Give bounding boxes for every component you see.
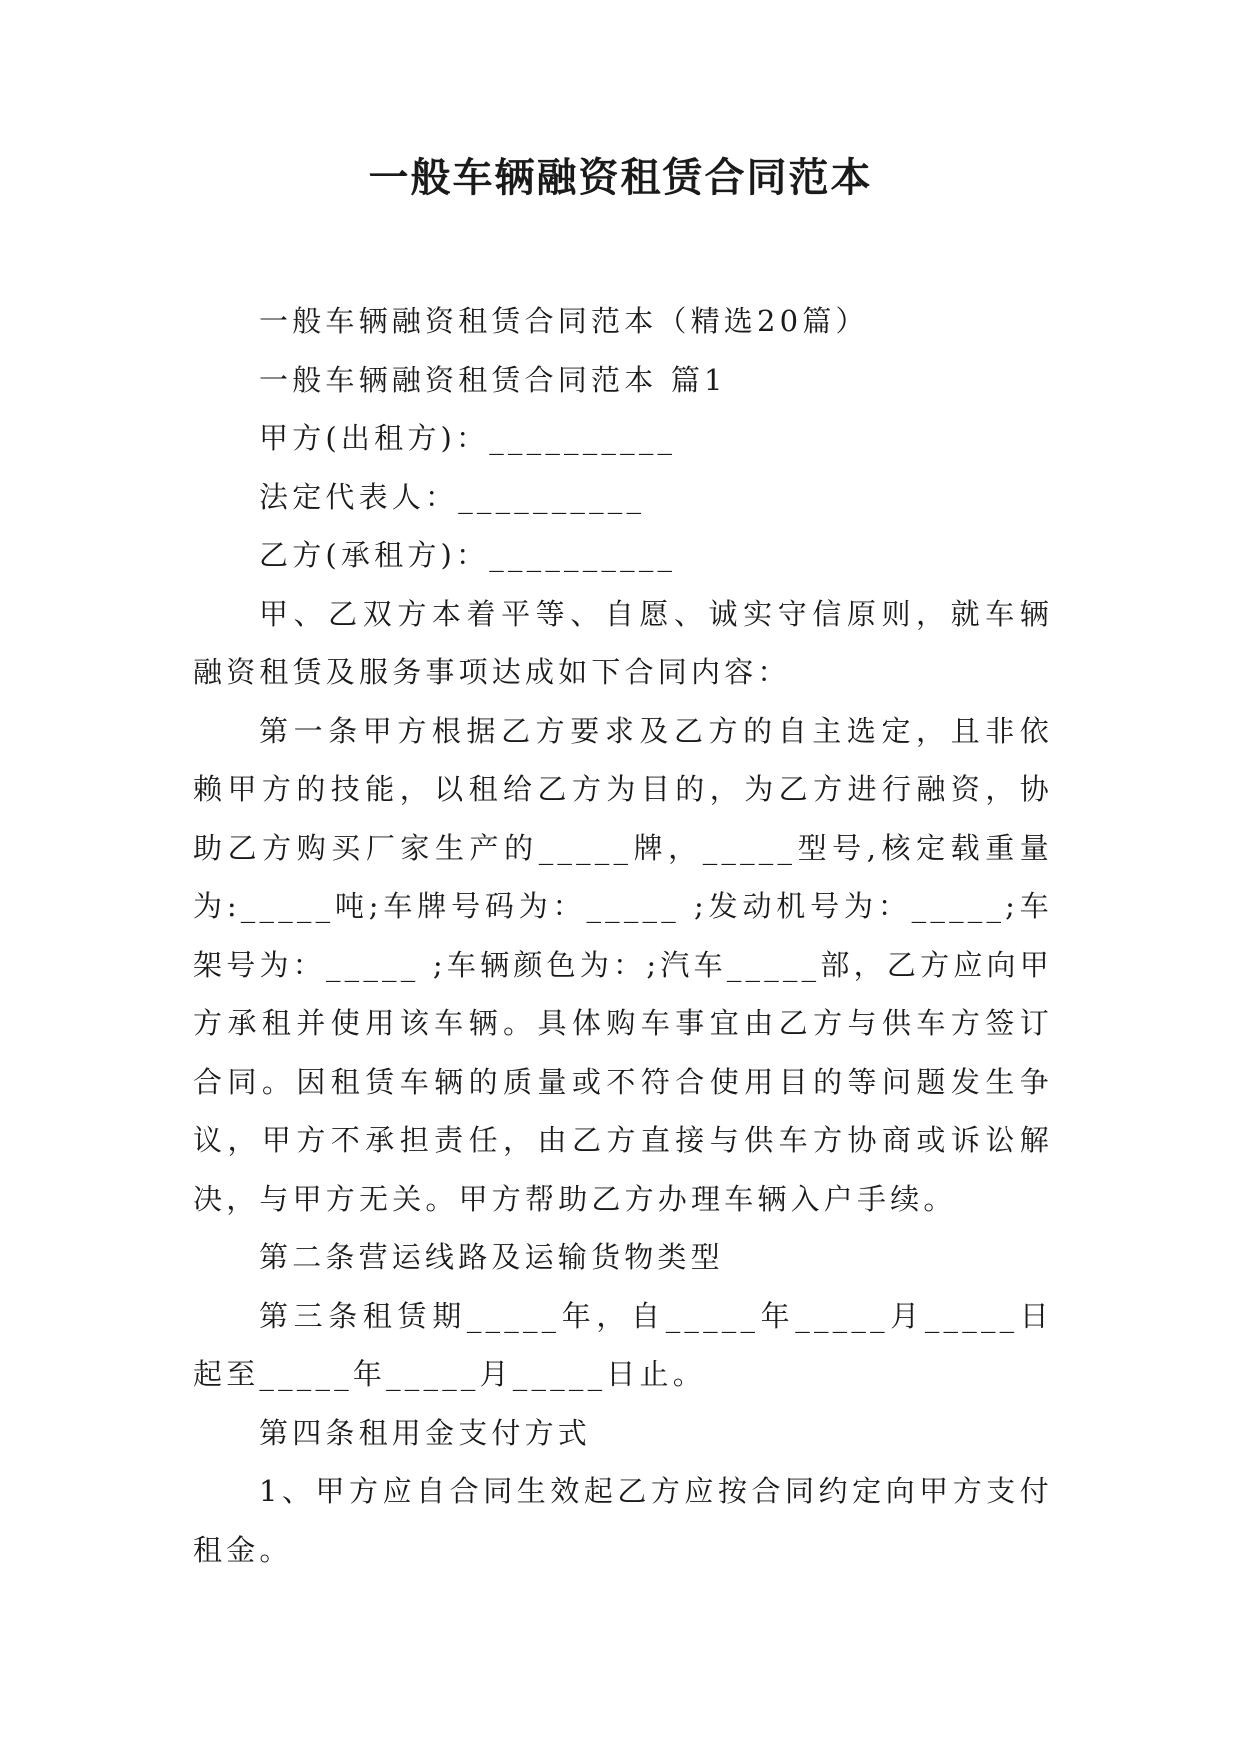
paragraph-party-b: 乙方(承租方)：__________ — [259, 538, 677, 572]
paragraph-piece-heading: 一般车辆融资租赁合同范本 篇1 — [259, 362, 727, 397]
paragraph-preamble: 甲、乙双方本着平等、自愿、诚实守信原则，就车辆融资租赁及服务事项达成如下合同内容： — [193, 596, 1053, 689]
document-title: 一般车辆融资租赁合同范本 — [368, 154, 873, 201]
paragraph-party-a: 甲方(出租方)：__________ — [259, 421, 677, 455]
paragraph-article-3: 第三条租赁期_____年，自_____年_____月_____日起至_____年_____月_____日止。 — [193, 1298, 1053, 1391]
paragraph-collection-title: 一般车辆融资租赁合同范本（精选20篇） — [259, 304, 869, 338]
paragraph-article-1: 第一条甲方根据乙方要求及乙方的自主选定，且非依赖甲方的技能，以租给乙方为目的，为乙方进行融资，协助乙方购买厂家生产的_____牌，_____型号,核定载重量为:_____吨;车牌号码为：_____ ;发动机号为：_____;车架号为：_____ ;车辆颜色为：;汽车_____部，乙方应向甲方承租并使用该车辆。具体购车事宜由乙方与供车方签订合同。因租赁车辆的质量或不符合使用目的等问题发生争议，甲方不承担责任，由乙方直接与供车方协商或诉讼解决，与甲方无关。甲方帮助乙方办理车辆入户手续。 — [193, 713, 1053, 1216]
paragraph-article-4: 第四条租用金支付方式 — [259, 1415, 592, 1450]
paragraph-article-4-item-1: 1、甲方应自合同生效起乙方应按合同约定向甲方支付租金。 — [193, 1474, 1053, 1567]
paragraph-legal-representative: 法定代表人：__________ — [259, 479, 646, 514]
paragraph-article-2: 第二条营运线路及运输货物类型 — [259, 1240, 724, 1274]
document-body — [193, 292, 1053, 1579]
